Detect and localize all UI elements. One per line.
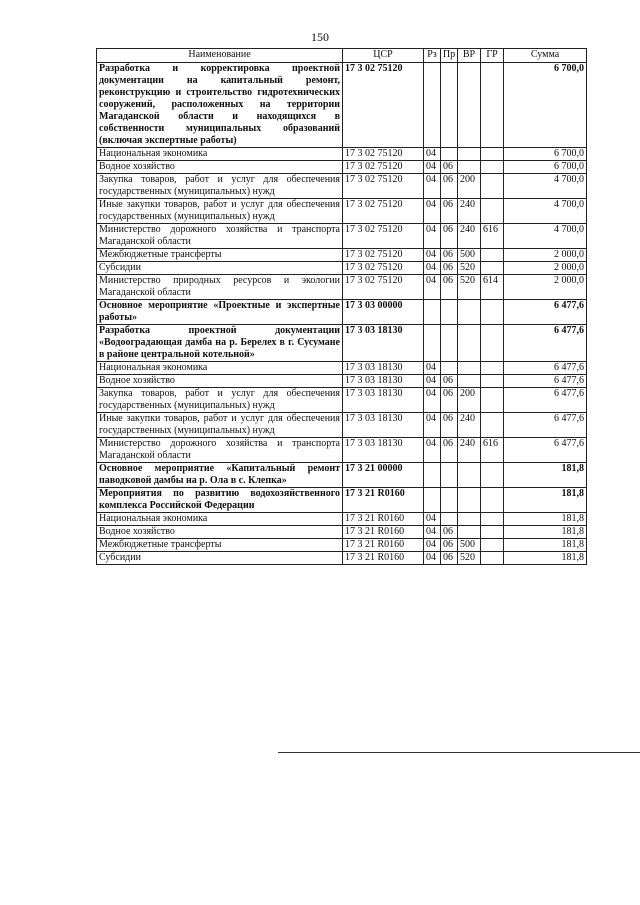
cell-name: Субсидии — [97, 262, 343, 275]
cell-sum: 6 477,6 — [504, 325, 587, 362]
cell-name: Мероприятия по развитию водохозяйственного комплекса Российской Федерации — [97, 488, 343, 513]
cell-pr — [441, 325, 458, 362]
cell-gr — [481, 174, 504, 199]
cell-gr — [481, 148, 504, 161]
cell-sum: 6 700,0 — [504, 161, 587, 174]
cell-sum: 2 000,0 — [504, 275, 587, 300]
cell-vr: 240 — [458, 224, 481, 249]
cell-vr: 520 — [458, 275, 481, 300]
cell-name: Министерство дорожного хозяйства и транспорта Магаданской области — [97, 224, 343, 249]
cell-name: Межбюджетные трансферты — [97, 539, 343, 552]
cell-name: Национальная экономика — [97, 513, 343, 526]
cell-csr: 17 3 21 00000 — [343, 463, 424, 488]
cell-pr: 06 — [441, 262, 458, 275]
cell-sum: 181,8 — [504, 463, 587, 488]
table-row — [97, 413, 587, 438]
cell-gr — [481, 63, 504, 148]
cell-vr — [458, 362, 481, 375]
cell-rz: 04 — [424, 362, 441, 375]
cell-rz: 04 — [424, 413, 441, 438]
cell-rz: 04 — [424, 174, 441, 199]
cell-rz: 04 — [424, 161, 441, 174]
cell-csr: 17 3 03 00000 — [343, 300, 424, 325]
cell-name: Разработка и корректировка проектной документации на капитальный ремонт, реконструкцию и строительство гидротехнических сооружений, расположенных на территории Магаданской области и находящихся в собственности муниципальных образований (включая экспертные работы) — [97, 63, 343, 148]
cell-sum: 4 700,0 — [504, 199, 587, 224]
cell-rz: 04 — [424, 513, 441, 526]
cell-rz: 04 — [424, 262, 441, 275]
page-number: 150 — [311, 30, 329, 44]
cell-csr: 17 3 02 75120 — [343, 249, 424, 262]
header-csr: ЦСР — [343, 49, 424, 63]
cell-gr — [481, 513, 504, 526]
table-row — [97, 275, 587, 300]
cell-vr: 500 — [458, 539, 481, 552]
cell-sum: 181,8 — [504, 526, 587, 539]
cell-pr: 06 — [441, 249, 458, 262]
table-row — [97, 438, 587, 463]
cell-vr — [458, 463, 481, 488]
cell-sum: 181,8 — [504, 488, 587, 513]
table-row — [97, 199, 587, 224]
cell-name: Национальная экономика — [97, 362, 343, 375]
cell-csr: 17 3 21 R0160 — [343, 488, 424, 513]
cell-csr: 17 3 02 75120 — [343, 275, 424, 300]
cell-rz — [424, 463, 441, 488]
cell-vr — [458, 513, 481, 526]
cell-pr: 06 — [441, 539, 458, 552]
cell-gr — [481, 463, 504, 488]
cell-gr — [481, 488, 504, 513]
table-row — [97, 362, 587, 375]
cell-vr: 240 — [458, 438, 481, 463]
cell-rz: 04 — [424, 249, 441, 262]
cell-gr — [481, 362, 504, 375]
cell-name: Национальная экономика — [97, 148, 343, 161]
cell-name: Водное хозяйство — [97, 161, 343, 174]
cell-name: Основное мероприятие «Проектные и экспертные работы» — [97, 300, 343, 325]
header-sum: Сумма — [504, 49, 587, 63]
cell-csr: 17 3 03 18130 — [343, 413, 424, 438]
cell-rz: 04 — [424, 224, 441, 249]
cell-gr — [481, 375, 504, 388]
cell-pr — [441, 148, 458, 161]
header-rz: Рз — [424, 49, 441, 63]
cell-rz: 04 — [424, 388, 441, 413]
cell-name: Основное мероприятие «Капитальный ремонт паводковой дамбы на р. Ола в с. Клепка» — [97, 463, 343, 488]
table-row — [97, 552, 587, 565]
cell-csr: 17 3 03 18130 — [343, 375, 424, 388]
cell-sum: 181,8 — [504, 539, 587, 552]
cell-vr — [458, 375, 481, 388]
cell-vr — [458, 161, 481, 174]
cell-rz: 04 — [424, 375, 441, 388]
cell-csr: 17 3 03 18130 — [343, 325, 424, 362]
cell-pr — [441, 488, 458, 513]
cell-rz: 04 — [424, 526, 441, 539]
cell-name: Субсидии — [97, 552, 343, 565]
cell-gr — [481, 262, 504, 275]
cell-gr — [481, 526, 504, 539]
cell-vr: 200 — [458, 174, 481, 199]
cell-csr: 17 3 02 75120 — [343, 161, 424, 174]
cell-csr: 17 3 21 R0160 — [343, 526, 424, 539]
cell-name: Водное хозяйство — [97, 375, 343, 388]
cell-vr: 240 — [458, 413, 481, 438]
cell-gr — [481, 552, 504, 565]
cell-pr — [441, 300, 458, 325]
cell-gr: 616 — [481, 438, 504, 463]
cell-pr: 06 — [441, 526, 458, 539]
cell-sum: 6 477,6 — [504, 375, 587, 388]
cell-gr: 614 — [481, 275, 504, 300]
cell-gr — [481, 325, 504, 362]
footer-divider — [278, 752, 640, 753]
cell-vr — [458, 300, 481, 325]
cell-gr — [481, 388, 504, 413]
cell-sum: 6 477,6 — [504, 300, 587, 325]
cell-vr — [458, 148, 481, 161]
cell-gr — [481, 539, 504, 552]
table-row — [97, 174, 587, 199]
cell-pr: 06 — [441, 161, 458, 174]
cell-csr: 17 3 21 R0160 — [343, 539, 424, 552]
cell-pr — [441, 463, 458, 488]
header-name: Наименование — [97, 49, 343, 63]
cell-csr: 17 3 02 75120 — [343, 199, 424, 224]
cell-name: Межбюджетные трансферты — [97, 249, 343, 262]
table-row — [97, 262, 587, 275]
cell-rz — [424, 63, 441, 148]
header-pr: Пр — [441, 49, 458, 63]
cell-gr — [481, 199, 504, 224]
cell-csr: 17 3 02 75120 — [343, 148, 424, 161]
cell-rz: 04 — [424, 199, 441, 224]
table-row — [97, 161, 587, 174]
cell-csr: 17 3 02 75120 — [343, 224, 424, 249]
table-row — [97, 488, 587, 513]
table-row — [97, 513, 587, 526]
cell-gr — [481, 413, 504, 438]
cell-pr: 06 — [441, 413, 458, 438]
cell-rz — [424, 325, 441, 362]
cell-pr: 06 — [441, 388, 458, 413]
cell-pr: 06 — [441, 275, 458, 300]
cell-sum: 6 700,0 — [504, 148, 587, 161]
cell-pr — [441, 63, 458, 148]
cell-pr — [441, 362, 458, 375]
cell-csr: 17 3 02 75120 — [343, 174, 424, 199]
table-row — [97, 300, 587, 325]
cell-gr — [481, 300, 504, 325]
table-row — [97, 388, 587, 413]
cell-rz: 04 — [424, 539, 441, 552]
cell-name: Иные закупки товаров, работ и услуг для обеспечения государственных (муниципальных) нужд — [97, 199, 343, 224]
cell-csr: 17 3 02 75120 — [343, 262, 424, 275]
cell-name: Министерство природных ресурсов и экологии Магаданской области — [97, 275, 343, 300]
table-row — [97, 539, 587, 552]
cell-sum: 6 700,0 — [504, 63, 587, 148]
cell-csr: 17 3 02 75120 — [343, 63, 424, 148]
cell-rz: 04 — [424, 438, 441, 463]
cell-gr: 616 — [481, 224, 504, 249]
cell-rz — [424, 488, 441, 513]
table-row — [97, 249, 587, 262]
cell-gr — [481, 161, 504, 174]
cell-sum: 181,8 — [504, 552, 587, 565]
table-row — [97, 325, 587, 362]
table-header-row — [97, 49, 587, 63]
cell-pr: 06 — [441, 174, 458, 199]
cell-csr: 17 3 03 18130 — [343, 438, 424, 463]
table-body — [97, 63, 587, 565]
cell-sum: 181,8 — [504, 513, 587, 526]
cell-gr — [481, 249, 504, 262]
cell-rz: 04 — [424, 552, 441, 565]
header-vr: ВР — [458, 49, 481, 63]
cell-sum: 4 700,0 — [504, 174, 587, 199]
cell-vr: 520 — [458, 262, 481, 275]
cell-rz — [424, 300, 441, 325]
cell-sum: 2 000,0 — [504, 249, 587, 262]
table-row — [97, 224, 587, 249]
table-row — [97, 63, 587, 148]
cell-name: Водное хозяйство — [97, 526, 343, 539]
cell-pr: 06 — [441, 438, 458, 463]
cell-csr: 17 3 21 R0160 — [343, 552, 424, 565]
header-gr: ГР — [481, 49, 504, 63]
cell-vr: 240 — [458, 199, 481, 224]
cell-vr: 500 — [458, 249, 481, 262]
cell-csr: 17 3 03 18130 — [343, 362, 424, 375]
cell-sum: 6 477,6 — [504, 413, 587, 438]
cell-rz: 04 — [424, 148, 441, 161]
cell-pr: 06 — [441, 224, 458, 249]
table-row — [97, 375, 587, 388]
table-row — [97, 148, 587, 161]
table-row — [97, 526, 587, 539]
cell-name: Иные закупки товаров, работ и услуг для обеспечения государственных (муниципальных) нужд — [97, 413, 343, 438]
cell-vr: 200 — [458, 388, 481, 413]
cell-sum: 2 000,0 — [504, 262, 587, 275]
cell-rz: 04 — [424, 275, 441, 300]
cell-pr: 06 — [441, 375, 458, 388]
cell-sum: 4 700,0 — [504, 224, 587, 249]
cell-name: Закупка товаров, работ и услуг для обеспечения государственных (муниципальных) нужд — [97, 174, 343, 199]
cell-name: Закупка товаров, работ и услуг для обеспечения государственных (муниципальных) нужд — [97, 388, 343, 413]
cell-csr: 17 3 03 18130 — [343, 388, 424, 413]
cell-pr: 06 — [441, 199, 458, 224]
cell-vr: 520 — [458, 552, 481, 565]
cell-name: Разработка проектной документации «Водооградающая дамба на р. Берелех в г. Сусумане в районе центральной котельной» — [97, 325, 343, 362]
cell-pr — [441, 513, 458, 526]
cell-vr — [458, 325, 481, 362]
cell-vr — [458, 63, 481, 148]
cell-vr — [458, 488, 481, 513]
cell-csr: 17 3 21 R0160 — [343, 513, 424, 526]
table-row — [97, 463, 587, 488]
budget-table — [96, 48, 587, 565]
cell-vr — [458, 526, 481, 539]
cell-sum: 6 477,6 — [504, 438, 587, 463]
cell-name: Министерство дорожного хозяйства и транспорта Магаданской области — [97, 438, 343, 463]
cell-sum: 6 477,6 — [504, 362, 587, 375]
cell-pr: 06 — [441, 552, 458, 565]
cell-sum: 6 477,6 — [504, 388, 587, 413]
